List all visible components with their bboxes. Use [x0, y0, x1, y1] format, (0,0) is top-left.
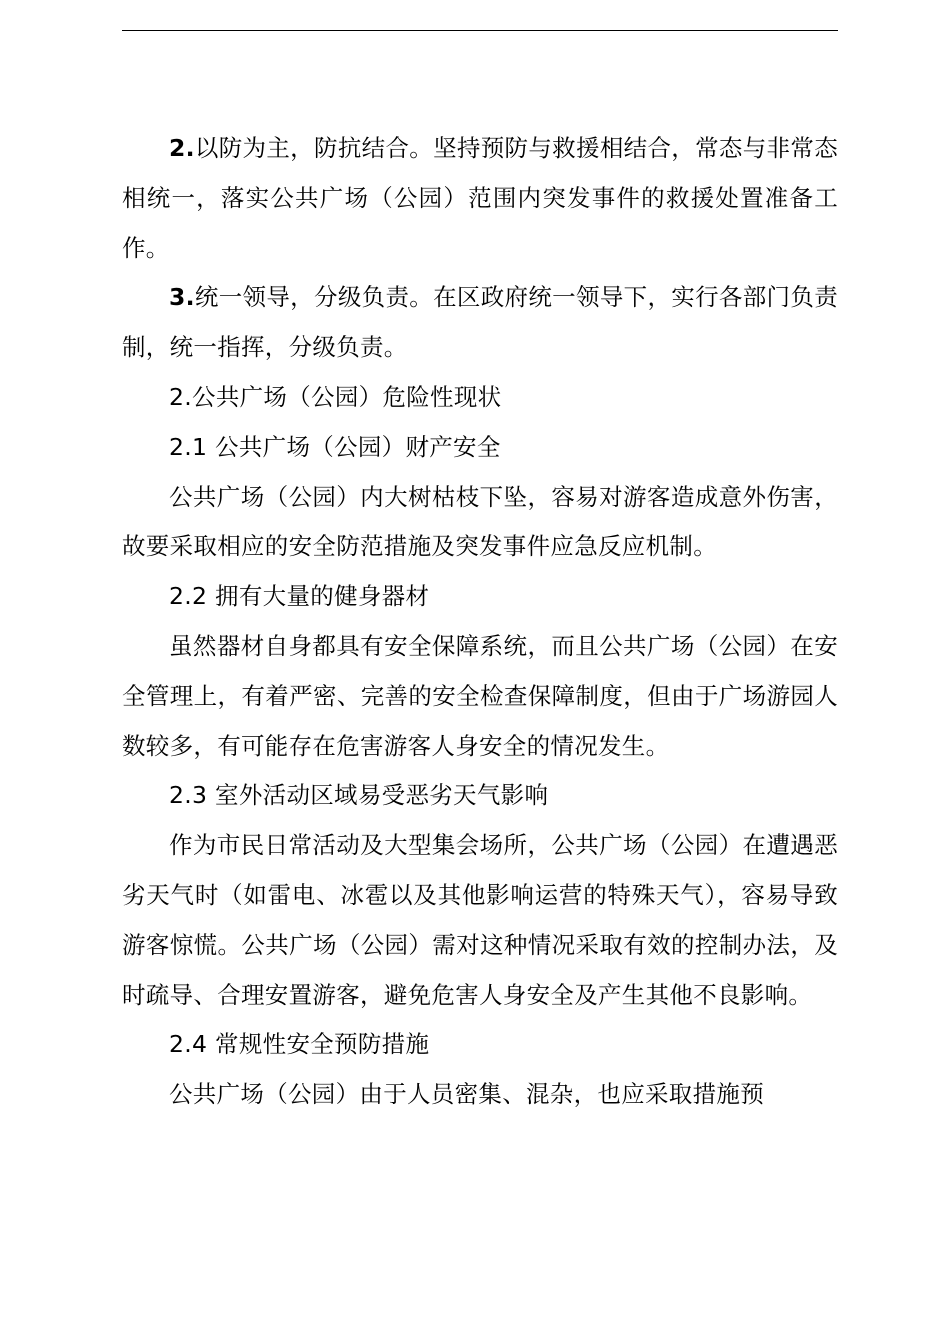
section-heading-2-3: 2.3 室外活动区域易受恶劣天气影响 — [169, 781, 549, 810]
document-body — [122, 124, 838, 1120]
section-heading-2-4: 2.4 常规性安全预防措施 — [169, 1030, 430, 1059]
paragraph-text: 以防为主，防抗结合。坚持预防与救援相结合，常态与非常态相统一，落实公共广场（公园）范围内突发事件的救援处置准备工作。 — [122, 134, 838, 262]
section-heading-2: 2.公共广场（公园）危险性现状 — [169, 382, 502, 411]
paragraph-2-4-body: 公共广场（公园）由于人员密集、混杂，也应采取措施预 — [169, 1080, 764, 1109]
paragraph-text: 统一领导，分级负责。在区政府统一领导下，实行各部门负责制，统一指挥，分级负责。 — [122, 283, 838, 362]
paragraph-2-2-body: 虽然器材自身都具有安全保障系统，而且公共广场（公园）在安全管理上，有着严密、完善的安全检查保障制度，但由于广场游园人数较多，有可能存在危害游客人身安全的情况发生。 — [122, 631, 838, 760]
section-heading-2-1: 2.1 公共广场（公园）财产安全 — [169, 432, 501, 461]
item-number: 2. — [169, 134, 195, 162]
paragraph-principle-3 — [122, 273, 838, 373]
paragraph-2-1-body: 公共广场（公园）内大树枯枝下坠，容易对游客造成意外伤害，故要采取相应的安全防范措施及突发事件应急反应机制。 — [122, 482, 838, 561]
paragraph-2-3-body: 作为市民日常活动及大型集会场所，公共广场（公园）在遭遇恶劣天气时（如雷电、冰雹以及其他影响运营的特殊天气），容易导致游客惊慌。公共广场（公园）需对这种情况采取有效的控制办法，及时疏导、合理安置游客，避免危害人身安全及产生其他不良影响。 — [122, 831, 838, 1009]
paragraph-principle-2 — [122, 124, 838, 273]
header-rule — [122, 30, 838, 31]
item-number: 3. — [169, 283, 195, 312]
section-heading-2-2: 2.2 拥有大量的健身器材 — [169, 582, 430, 611]
